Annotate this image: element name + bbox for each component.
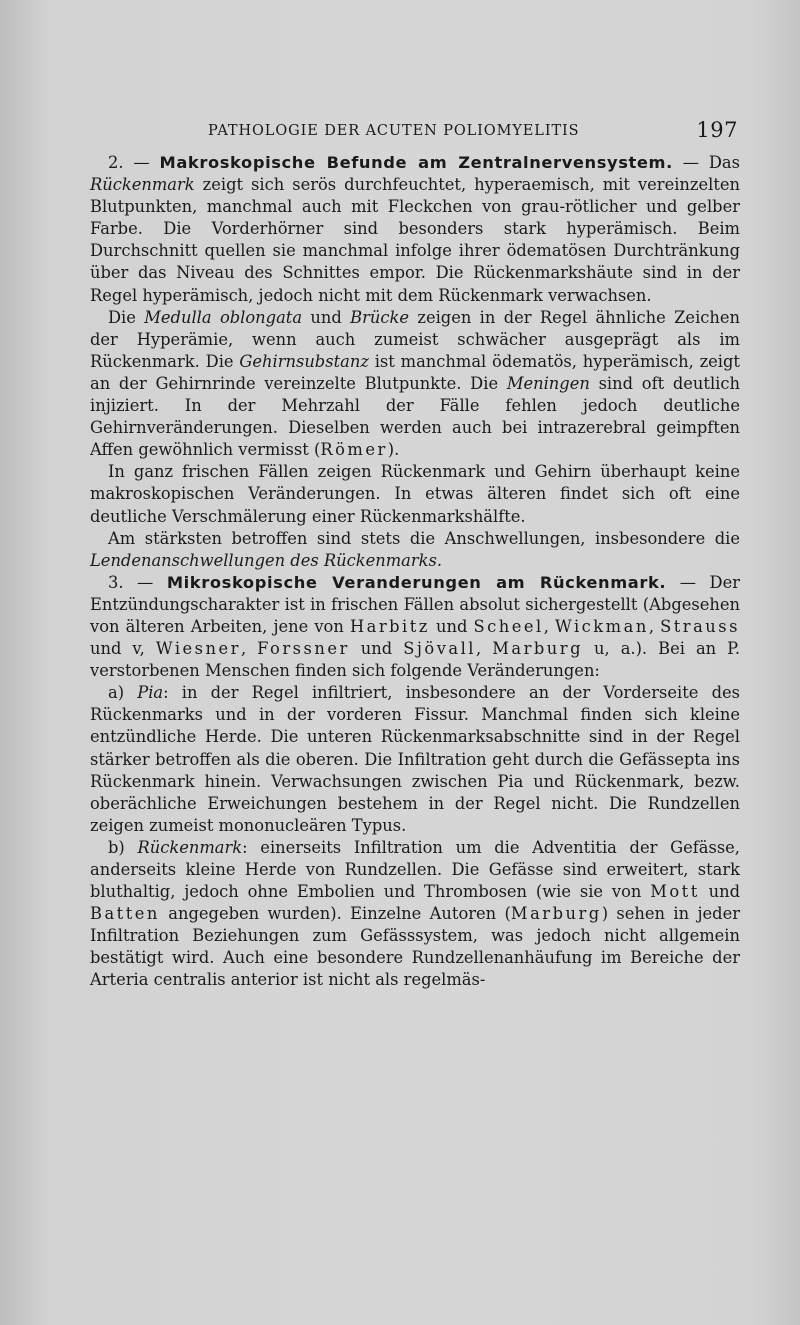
paragraph xyxy=(90,307,740,462)
text-run: , xyxy=(648,616,661,636)
text-run: In ganz frischen Fällen zeigen Rückenmark und Gehirn überhaupt keine makroskopischen Veränderungen. In etwas älteren findet sich oft eine deutliche Verschmälerung einer Rückenmarkshälfte. xyxy=(90,462,740,526)
author-name: Wickman xyxy=(555,616,649,636)
text-run: ) sehen in jeder Infiltration Beziehungen zum Gefässsystem, was jedoch nicht allgemein bestätigt wird. Auch eine besondere Rundzellenanhäufung im Bereiche der Arteria centralis anterior ist nicht als regelmäs- xyxy=(90,904,741,990)
text-run: , xyxy=(543,616,556,636)
text-run: ). xyxy=(387,440,400,460)
text-run: , xyxy=(476,639,493,659)
text-run: , xyxy=(240,639,258,659)
text-run: 3. — xyxy=(108,572,167,592)
author-name: Römer xyxy=(320,440,388,460)
author-name: Wiesner xyxy=(155,639,241,659)
page-body xyxy=(90,152,740,992)
author-name: Harbitz xyxy=(349,616,430,636)
text-run: Am stärksten betroffen sind stets die Anschwellungen, insbesondere die xyxy=(108,528,740,548)
paragraph xyxy=(90,461,740,527)
paragraph xyxy=(90,152,740,307)
italic-term: Gehirnsubstanz xyxy=(239,351,369,371)
text-run: sind oft deutlich injiziert. In der Mehrzahl der Fälle fehlen jedoch deutliche Gehirnveränderungen. Dieselben werden auch bei intrazerebral geimpften Affen gewöhnlich vermisst ( xyxy=(90,373,740,460)
paragraph xyxy=(90,572,740,682)
author-name: Sjövall xyxy=(403,639,477,659)
text-run: zeigen in der Regel ähnliche Zeichen der Hyperämie, wenn auch zumeist schwächer ausgeprägt als im Rückenmark. Die xyxy=(90,307,741,371)
text-run: : einerseits Infiltration um die Adventitia der Gefässe, anderseits kleine Herde von Rundzellen. Die Gefässe sind erweitert, stark bluthaltig, jedoch ohne Embolien und Thrombosen (wie sie von xyxy=(90,837,740,902)
italic-term: Medulla oblongata xyxy=(144,307,303,327)
italic-term: Rückenmark xyxy=(137,837,243,857)
text-run: : in der Regel infiltriert, insbesondere an der Vorderseite des Rückenmarks und in der vorderen Fissur. Manchmal finden sich kleine entzündliche Herde. Die unteren Rückenmarksabschnitte sind in der Regel stärker betroffen als die oberen. Die Infiltration geht durch die Gefässepta ins Rückenmark hinein. Verwachsungen zwischen Pia und Rückenmark, bezw. oberächliche Erweichungen bestehem in der Regel nicht. Die Rundzellen zeigen zumeist mononucleären Typus. xyxy=(90,683,740,835)
text-run: und xyxy=(429,616,474,636)
text-run: — Das xyxy=(672,153,740,172)
page-header xyxy=(90,118,738,146)
author-name: Forssner xyxy=(257,639,350,659)
italic-term: Pia xyxy=(137,683,164,703)
author-name: Scheel xyxy=(473,616,544,636)
paragraph xyxy=(90,682,740,837)
paragraph xyxy=(90,528,740,572)
text-run: und xyxy=(699,882,740,902)
italic-term: Brücke xyxy=(350,307,410,327)
paragraph xyxy=(90,837,740,992)
section-heading: Mikroskopische Veranderungen am Rückenmark. xyxy=(166,572,667,592)
italic-term: Meningen xyxy=(506,373,590,393)
text-run: a) xyxy=(108,683,138,703)
text-run: angegeben wurden). Einzelne Autoren ( xyxy=(159,904,511,924)
author-name: Mott xyxy=(650,882,700,902)
author-name: Marburg xyxy=(492,639,583,659)
page-number: 197 xyxy=(696,118,738,142)
text-run: und v, xyxy=(90,639,156,659)
text-run: 2. — xyxy=(108,153,160,172)
italic-term: Lendenanschwellungen des Rückenmarks. xyxy=(90,550,443,570)
text-run: ist manchmal ödematös, hyperämisch, zeigt an der Gehirnrinde vereinzelte Blutpunkte. Die xyxy=(90,351,740,393)
running-title: PATHOLOGIE DER ACUTEN POLIOMYELITIS xyxy=(208,123,580,139)
italic-term: Rückenmark xyxy=(90,175,195,195)
text-run: u, a.). Bei an P. verstorbenen Menschen finden sich folgende Veränderungen: xyxy=(90,639,740,681)
author-name: Strauss xyxy=(660,616,740,636)
author-name: Batten xyxy=(90,904,160,924)
text-run: und xyxy=(349,639,404,659)
text-run: Die xyxy=(108,307,145,327)
text-run: zeigt sich serös durchfeuchtet, hyperaemisch, mit vereinzelten Blutpunkten, manchmal auch mit Fleckchen von grau-rötlicher und gelber Farbe. Die Vorderhörner sind besonders stark hyperämisch. Beim Durchschnitt quellen sie manchmal infolge ihrer ödematösen Durchtränkung über das Niveau des Schnittes empor. Die Rückenmarkshäute sind in der Regel hyperämisch, jedoch nicht mit dem Rückenmark verwachsen. xyxy=(90,175,740,305)
section-heading: Makroskopische Befunde am Zentralnervensystem. xyxy=(159,153,673,172)
text-run: b) xyxy=(108,837,138,857)
text-run: — Der Entzündungscharakter ist in frischen Fällen absolut sichergestellt (Abgesehen von älteren Arbeiten, jene von xyxy=(90,572,740,636)
text-run: und xyxy=(302,307,351,327)
author-name: Marburg xyxy=(510,904,602,924)
